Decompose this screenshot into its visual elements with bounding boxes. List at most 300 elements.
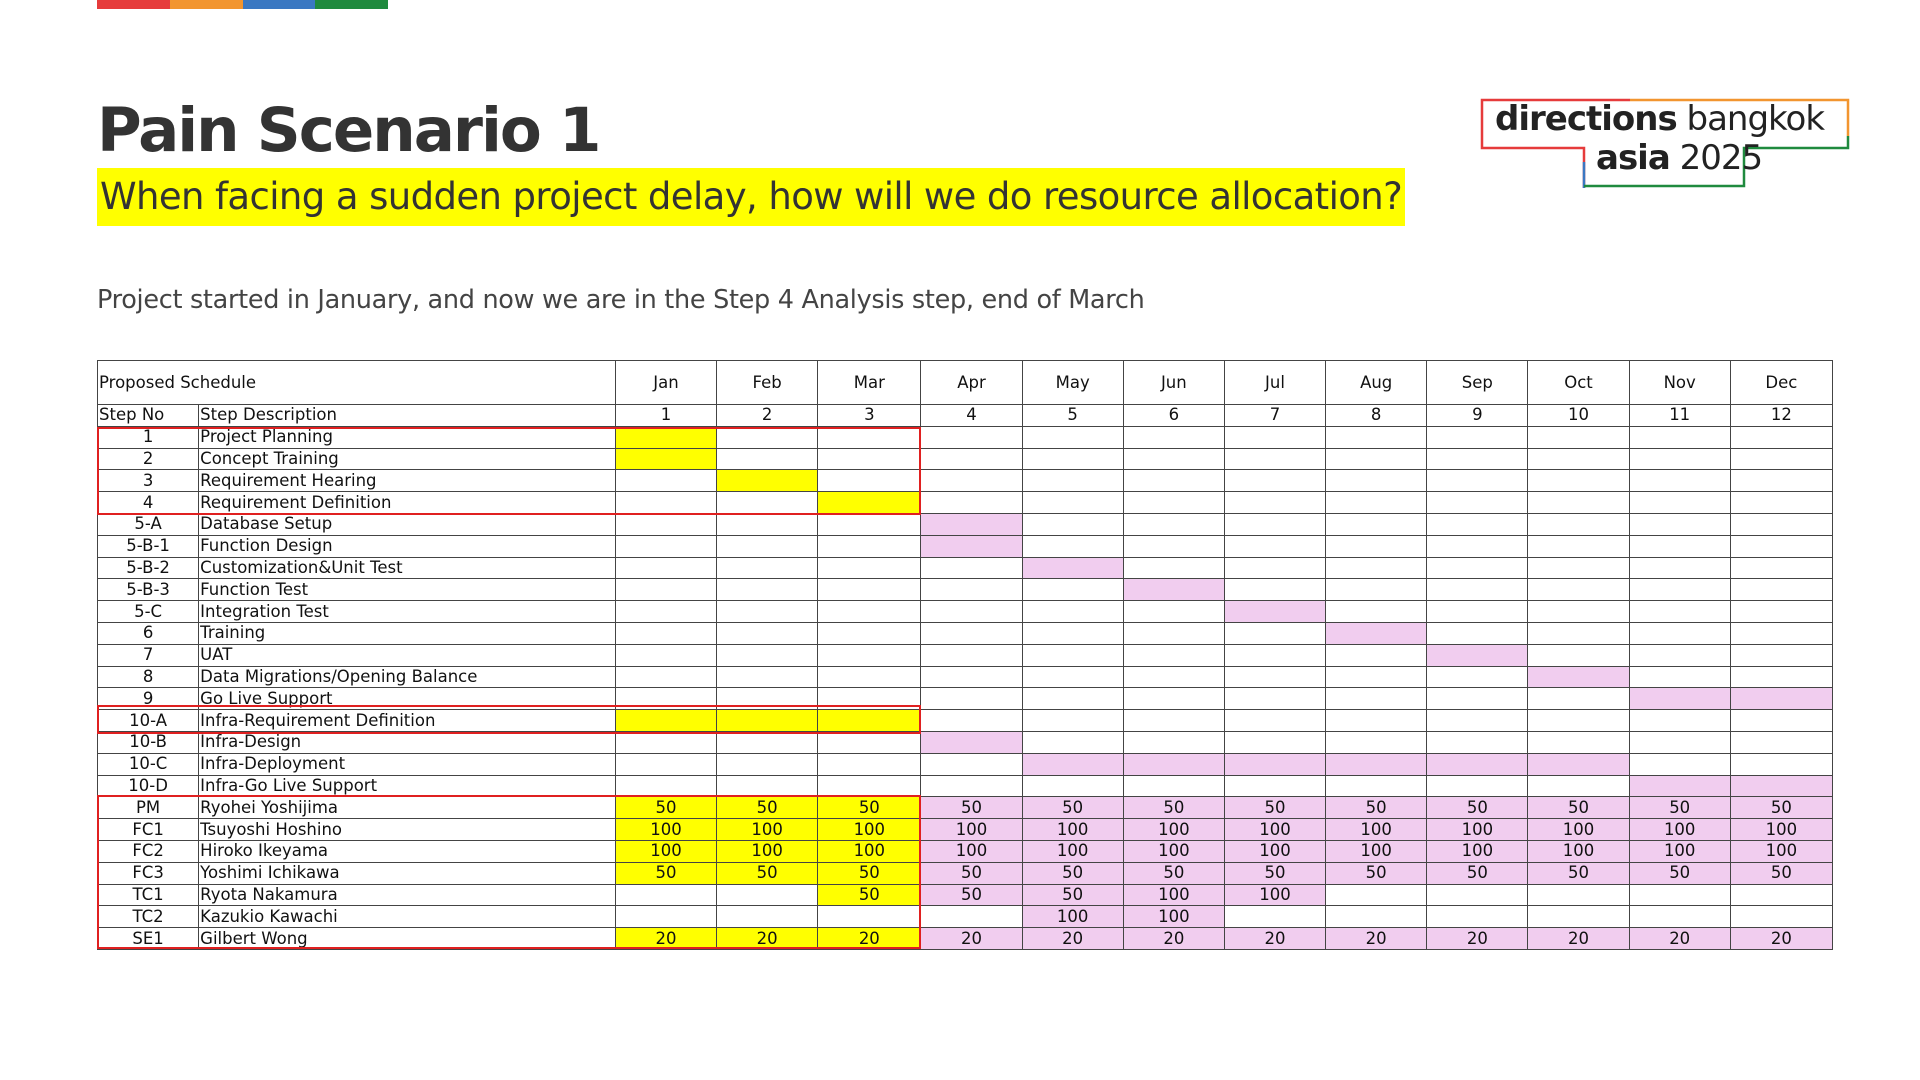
schedule-cell <box>615 906 716 928</box>
schedule-cell <box>717 906 818 928</box>
step-description-cell: Integration Test <box>199 601 616 623</box>
schedule-cell: 50 <box>1224 862 1325 884</box>
schedule-cell <box>1326 884 1427 906</box>
schedule-cell <box>1427 666 1528 688</box>
schedule-cell <box>717 731 818 753</box>
schedule-cell: 50 <box>717 862 818 884</box>
schedule-cell <box>1022 710 1123 732</box>
schedule-cell: 50 <box>1427 862 1528 884</box>
schedule-cell <box>1123 448 1224 470</box>
step-description-cell: Ryota Nakamura <box>199 884 616 906</box>
schedule-cell <box>1326 666 1427 688</box>
step-number-cell: 10-D <box>98 775 199 797</box>
schedule-cell <box>1022 557 1123 579</box>
schedule-cell <box>1528 426 1629 448</box>
schedule-cell <box>1730 557 1832 579</box>
schedule-cell <box>1022 622 1123 644</box>
schedule-cell: 100 <box>1629 840 1730 862</box>
schedule-cell <box>1022 753 1123 775</box>
table-row <box>98 470 1833 492</box>
schedule-cell <box>1022 492 1123 514</box>
schedule-cell: 50 <box>1629 797 1730 819</box>
schedule-cell: 20 <box>1022 928 1123 950</box>
schedule-cell: 100 <box>1022 906 1123 928</box>
schedule-cell <box>615 622 716 644</box>
schedule-cell <box>818 513 921 535</box>
schedule-cell <box>1326 622 1427 644</box>
proposed-schedule-label: Proposed Schedule <box>98 361 616 405</box>
schedule-cell <box>1123 731 1224 753</box>
step-number-cell: 1 <box>98 426 199 448</box>
schedule-cell <box>1730 622 1832 644</box>
step-number-cell: TC2 <box>98 906 199 928</box>
month-number-1: 1 <box>615 405 716 427</box>
schedule-cell <box>1427 753 1528 775</box>
table-row <box>98 928 1833 950</box>
schedule-cell: 20 <box>1730 928 1832 950</box>
schedule-cell: 100 <box>1427 840 1528 862</box>
schedule-cell <box>615 884 716 906</box>
schedule-cell <box>1427 557 1528 579</box>
schedule-cell: 20 <box>1427 928 1528 950</box>
schedule-cell <box>1123 470 1224 492</box>
schedule-cell: 20 <box>1326 928 1427 950</box>
step-number-cell: 5-C <box>98 601 199 623</box>
schedule-cell <box>615 426 716 448</box>
schedule-cell: 50 <box>921 797 1022 819</box>
schedule-cell: 100 <box>1326 819 1427 841</box>
schedule-cell <box>818 666 921 688</box>
schedule-cell <box>717 710 818 732</box>
step-description-cell: Go Live Support <box>199 688 616 710</box>
schedule-cell: 50 <box>1730 862 1832 884</box>
schedule-cell <box>1629 775 1730 797</box>
month-header-apr: Apr <box>921 361 1022 405</box>
month-header-aug: Aug <box>1326 361 1427 405</box>
schedule-cell <box>1224 579 1325 601</box>
step-description-cell: Function Design <box>199 535 616 557</box>
schedule-cell <box>1326 492 1427 514</box>
table-row <box>98 579 1833 601</box>
schedule-cell: 50 <box>1326 797 1427 819</box>
step-number-cell: 5-B-1 <box>98 535 199 557</box>
schedule-cell <box>921 906 1022 928</box>
schedule-cell <box>1224 688 1325 710</box>
schedule-cell: 20 <box>1123 928 1224 950</box>
schedule-cell <box>1528 492 1629 514</box>
table-row <box>98 797 1833 819</box>
schedule-cell: 100 <box>615 819 716 841</box>
step-number-cell: FC3 <box>98 862 199 884</box>
schedule-cell <box>1326 753 1427 775</box>
schedule-cell: 100 <box>1427 819 1528 841</box>
month-header-dec: Dec <box>1730 361 1832 405</box>
schedule-cell <box>818 557 921 579</box>
schedule-cell: 50 <box>921 884 1022 906</box>
schedule-cell <box>1326 906 1427 928</box>
schedule-cell <box>1730 579 1832 601</box>
schedule-cell <box>717 753 818 775</box>
schedule-cell: 100 <box>1022 819 1123 841</box>
schedule-cell <box>818 426 921 448</box>
schedule-cell <box>1022 535 1123 557</box>
schedule-cell <box>1224 601 1325 623</box>
schedule-cell: 50 <box>1123 797 1224 819</box>
step-description-cell: Hiroko Ikeyama <box>199 840 616 862</box>
month-header-may: May <box>1022 361 1123 405</box>
month-header-jun: Jun <box>1123 361 1224 405</box>
schedule-cell <box>921 492 1022 514</box>
schedule-cell: 20 <box>818 928 921 950</box>
schedule-cell: 50 <box>1022 862 1123 884</box>
table-row <box>98 426 1833 448</box>
month-header-feb: Feb <box>717 361 818 405</box>
schedule-cell <box>1326 688 1427 710</box>
step-description-cell: Function Test <box>199 579 616 601</box>
schedule-cell <box>1427 492 1528 514</box>
schedule-cell <box>1326 535 1427 557</box>
schedule-cell <box>717 513 818 535</box>
schedule-cell <box>1730 601 1832 623</box>
schedule-cell <box>1730 688 1832 710</box>
schedule-cell: 20 <box>717 928 818 950</box>
directions-logo <box>1480 96 1850 188</box>
schedule-cell <box>1022 775 1123 797</box>
schedule-cell <box>1730 448 1832 470</box>
schedule-cell: 20 <box>921 928 1022 950</box>
schedule-cell <box>1528 731 1629 753</box>
schedule-cell <box>1528 710 1629 732</box>
month-header-nov: Nov <box>1629 361 1730 405</box>
schedule-cell <box>818 535 921 557</box>
month-header-jul: Jul <box>1224 361 1325 405</box>
schedule-cell <box>1123 622 1224 644</box>
schedule-cell <box>818 906 921 928</box>
schedule-cell: 50 <box>818 884 921 906</box>
schedule-cell: 100 <box>818 819 921 841</box>
schedule-cell <box>818 775 921 797</box>
step-description-cell: Infra-Requirement Definition <box>199 710 616 732</box>
schedule-cell <box>921 601 1022 623</box>
schedule-cell <box>1224 906 1325 928</box>
table-row <box>98 840 1833 862</box>
table-row <box>98 753 1833 775</box>
brand-bar-orange <box>170 0 243 9</box>
schedule-cell <box>1528 688 1629 710</box>
step-number-cell: 5-A <box>98 513 199 535</box>
schedule-cell <box>1528 601 1629 623</box>
schedule-cell <box>1427 622 1528 644</box>
table-subheader-row <box>98 405 1833 427</box>
month-number-12: 12 <box>1730 405 1832 427</box>
schedule-cell <box>1629 884 1730 906</box>
schedule-cell <box>717 492 818 514</box>
table-row <box>98 884 1833 906</box>
schedule-cell <box>1528 622 1629 644</box>
step-description-cell: Project Planning <box>199 426 616 448</box>
schedule-cell <box>615 557 716 579</box>
schedule-cell <box>717 666 818 688</box>
schedule-cell <box>717 622 818 644</box>
step-description-cell: Requirement Hearing <box>199 470 616 492</box>
table-row <box>98 492 1833 514</box>
schedule-cell <box>1730 470 1832 492</box>
schedule-cell: 50 <box>1224 797 1325 819</box>
schedule-cell <box>1730 666 1832 688</box>
schedule-cell <box>1730 731 1832 753</box>
step-description-cell: Tsuyoshi Hoshino <box>199 819 616 841</box>
schedule-cell <box>1427 426 1528 448</box>
month-number-4: 4 <box>921 405 1022 427</box>
step-description-cell: Kazukio Kawachi <box>199 906 616 928</box>
schedule-cell: 50 <box>615 797 716 819</box>
step-description-cell: Data Migrations/Opening Balance <box>199 666 616 688</box>
schedule-cell <box>1427 906 1528 928</box>
step-description-cell: Training <box>199 622 616 644</box>
schedule-cell <box>1629 644 1730 666</box>
schedule-cell <box>818 601 921 623</box>
schedule-cell <box>1427 710 1528 732</box>
step-description-cell: Customization&Unit Test <box>199 557 616 579</box>
step-number-cell: 5-B-2 <box>98 557 199 579</box>
schedule-cell: 100 <box>818 840 921 862</box>
schedule-cell <box>1326 710 1427 732</box>
schedule-cell <box>1326 448 1427 470</box>
schedule-cell <box>921 731 1022 753</box>
step-number-cell: 8 <box>98 666 199 688</box>
schedule-cell <box>717 426 818 448</box>
schedule-cell <box>615 753 716 775</box>
schedule-cell <box>1224 513 1325 535</box>
schedule-cell <box>1123 557 1224 579</box>
schedule-cell <box>615 513 716 535</box>
table-row <box>98 710 1833 732</box>
schedule-cell: 100 <box>1123 884 1224 906</box>
schedule-cell <box>1224 731 1325 753</box>
step-description-cell: Yoshimi Ichikawa <box>199 862 616 884</box>
schedule-cell <box>818 579 921 601</box>
step-description-header: Step Description <box>199 405 616 427</box>
table-row <box>98 666 1833 688</box>
schedule-cell <box>717 557 818 579</box>
step-description-cell: Concept Training <box>199 448 616 470</box>
schedule-cell <box>1123 753 1224 775</box>
schedule-cell: 100 <box>1224 819 1325 841</box>
schedule-cell <box>717 644 818 666</box>
schedule-cell <box>818 622 921 644</box>
month-header-oct: Oct <box>1528 361 1629 405</box>
schedule-cell <box>1022 688 1123 710</box>
schedule-cell <box>921 579 1022 601</box>
brand-color-bar <box>97 0 388 9</box>
schedule-cell: 50 <box>921 862 1022 884</box>
schedule-cell: 50 <box>1326 862 1427 884</box>
schedule-cell <box>1629 601 1730 623</box>
step-description-cell: Requirement Definition <box>199 492 616 514</box>
brand-bar-red <box>97 0 170 9</box>
schedule-cell <box>1629 710 1730 732</box>
schedule-cell <box>1528 753 1629 775</box>
schedule-cell <box>1123 710 1224 732</box>
schedule-cell <box>1528 666 1629 688</box>
intro-text: Project started in January, and now we are in the Step 4 Analysis step, end of March <box>97 285 1145 315</box>
schedule-cell <box>615 492 716 514</box>
schedule-cell <box>1629 731 1730 753</box>
schedule-cell <box>1427 884 1528 906</box>
schedule-cell <box>1224 470 1325 492</box>
schedule-cell <box>1022 601 1123 623</box>
schedule-cell <box>615 579 716 601</box>
schedule-cell <box>1022 731 1123 753</box>
schedule-cell <box>1224 557 1325 579</box>
schedule-cell <box>1123 775 1224 797</box>
slide-title: Pain Scenario 1 <box>97 95 600 166</box>
schedule-cell <box>1326 470 1427 492</box>
schedule-cell: 50 <box>615 862 716 884</box>
table-header-row <box>98 361 1833 405</box>
schedule-cell <box>615 644 716 666</box>
schedule-cell <box>1629 492 1730 514</box>
schedule-cell: 50 <box>1427 797 1528 819</box>
schedule-cell <box>1427 470 1528 492</box>
schedule-cell <box>1022 470 1123 492</box>
month-number-7: 7 <box>1224 405 1325 427</box>
schedule-cell <box>818 753 921 775</box>
schedule-cell <box>1326 601 1427 623</box>
month-number-10: 10 <box>1528 405 1629 427</box>
schedule-cell <box>1629 448 1730 470</box>
schedule-cell <box>615 731 716 753</box>
schedule-cell <box>717 688 818 710</box>
schedule-cell <box>1326 644 1427 666</box>
schedule-cell <box>1730 775 1832 797</box>
schedule-cell <box>1224 492 1325 514</box>
table-row <box>98 448 1833 470</box>
schedule-cell <box>1224 426 1325 448</box>
schedule-cell <box>1528 579 1629 601</box>
schedule-cell: 50 <box>1022 797 1123 819</box>
schedule-cell <box>1123 601 1224 623</box>
schedule-cell <box>1629 666 1730 688</box>
schedule-cell <box>1123 579 1224 601</box>
schedule-cell <box>1730 513 1832 535</box>
schedule-cell <box>818 492 921 514</box>
schedule-cell <box>1528 448 1629 470</box>
schedule-cell: 50 <box>818 797 921 819</box>
step-description-cell: Infra-Deployment <box>199 753 616 775</box>
schedule-cell <box>1427 535 1528 557</box>
schedule-cell <box>1629 579 1730 601</box>
schedule-cell: 100 <box>1528 840 1629 862</box>
schedule-cell <box>717 601 818 623</box>
schedule-cell <box>717 535 818 557</box>
schedule-cell <box>818 644 921 666</box>
schedule-cell: 100 <box>1224 884 1325 906</box>
schedule-cell <box>717 884 818 906</box>
table-row <box>98 819 1833 841</box>
schedule-cell: 50 <box>717 797 818 819</box>
schedule-cell <box>921 753 1022 775</box>
schedule-cell <box>717 579 818 601</box>
schedule-cell <box>1528 906 1629 928</box>
schedule-cell <box>1022 513 1123 535</box>
schedule-cell <box>1326 557 1427 579</box>
schedule-cell <box>1224 622 1325 644</box>
schedule-cell <box>1224 753 1325 775</box>
schedule-cell <box>615 448 716 470</box>
schedule-cell <box>921 535 1022 557</box>
brand-bar-green <box>315 0 388 9</box>
schedule-cell <box>1123 688 1224 710</box>
step-number-cell: SE1 <box>98 928 199 950</box>
schedule-cell <box>615 470 716 492</box>
schedule-cell: 100 <box>717 840 818 862</box>
logo-word-year: 2025 <box>1679 138 1763 178</box>
month-header-jan: Jan <box>615 361 716 405</box>
schedule-cell <box>1022 426 1123 448</box>
schedule-cell <box>1629 688 1730 710</box>
schedule-cell <box>1224 535 1325 557</box>
schedule-cell <box>1730 906 1832 928</box>
table-row <box>98 644 1833 666</box>
table-row <box>98 513 1833 535</box>
schedule-cell <box>1629 513 1730 535</box>
step-description-cell: Infra-Go Live Support <box>199 775 616 797</box>
step-number-cell: 6 <box>98 622 199 644</box>
schedule-cell <box>1629 753 1730 775</box>
schedule-cell <box>1629 470 1730 492</box>
month-number-11: 11 <box>1629 405 1730 427</box>
schedule-cell <box>1022 579 1123 601</box>
schedule-cell <box>1629 906 1730 928</box>
step-number-cell: 7 <box>98 644 199 666</box>
schedule-cell: 100 <box>1123 819 1224 841</box>
schedule-cell: 50 <box>1629 862 1730 884</box>
schedule-cell <box>818 688 921 710</box>
step-number-cell: 3 <box>98 470 199 492</box>
month-number-8: 8 <box>1326 405 1427 427</box>
schedule-cell <box>1022 448 1123 470</box>
schedule-cell: 50 <box>1528 862 1629 884</box>
schedule-cell <box>1123 535 1224 557</box>
schedule-cell <box>921 644 1022 666</box>
month-number-9: 9 <box>1427 405 1528 427</box>
schedule-cell <box>717 775 818 797</box>
schedule-cell <box>1528 513 1629 535</box>
logo-word-directions: directions <box>1495 99 1677 139</box>
table-row <box>98 557 1833 579</box>
schedule-cell <box>1224 775 1325 797</box>
schedule-cell <box>921 513 1022 535</box>
schedule-cell <box>921 557 1022 579</box>
schedule-cell <box>1427 513 1528 535</box>
schedule-cell <box>921 448 1022 470</box>
schedule-cell: 100 <box>615 840 716 862</box>
schedule-cell: 100 <box>921 819 1022 841</box>
schedule-cell <box>1528 775 1629 797</box>
schedule-cell <box>921 775 1022 797</box>
schedule-cell <box>1427 448 1528 470</box>
schedule-cell <box>1123 426 1224 448</box>
schedule-cell <box>1528 535 1629 557</box>
schedule-cell <box>1528 884 1629 906</box>
schedule-cell: 100 <box>1326 840 1427 862</box>
schedule-cell <box>818 731 921 753</box>
schedule-cell: 100 <box>1123 906 1224 928</box>
month-number-5: 5 <box>1022 405 1123 427</box>
schedule-cell <box>1730 426 1832 448</box>
schedule-cell <box>1224 644 1325 666</box>
